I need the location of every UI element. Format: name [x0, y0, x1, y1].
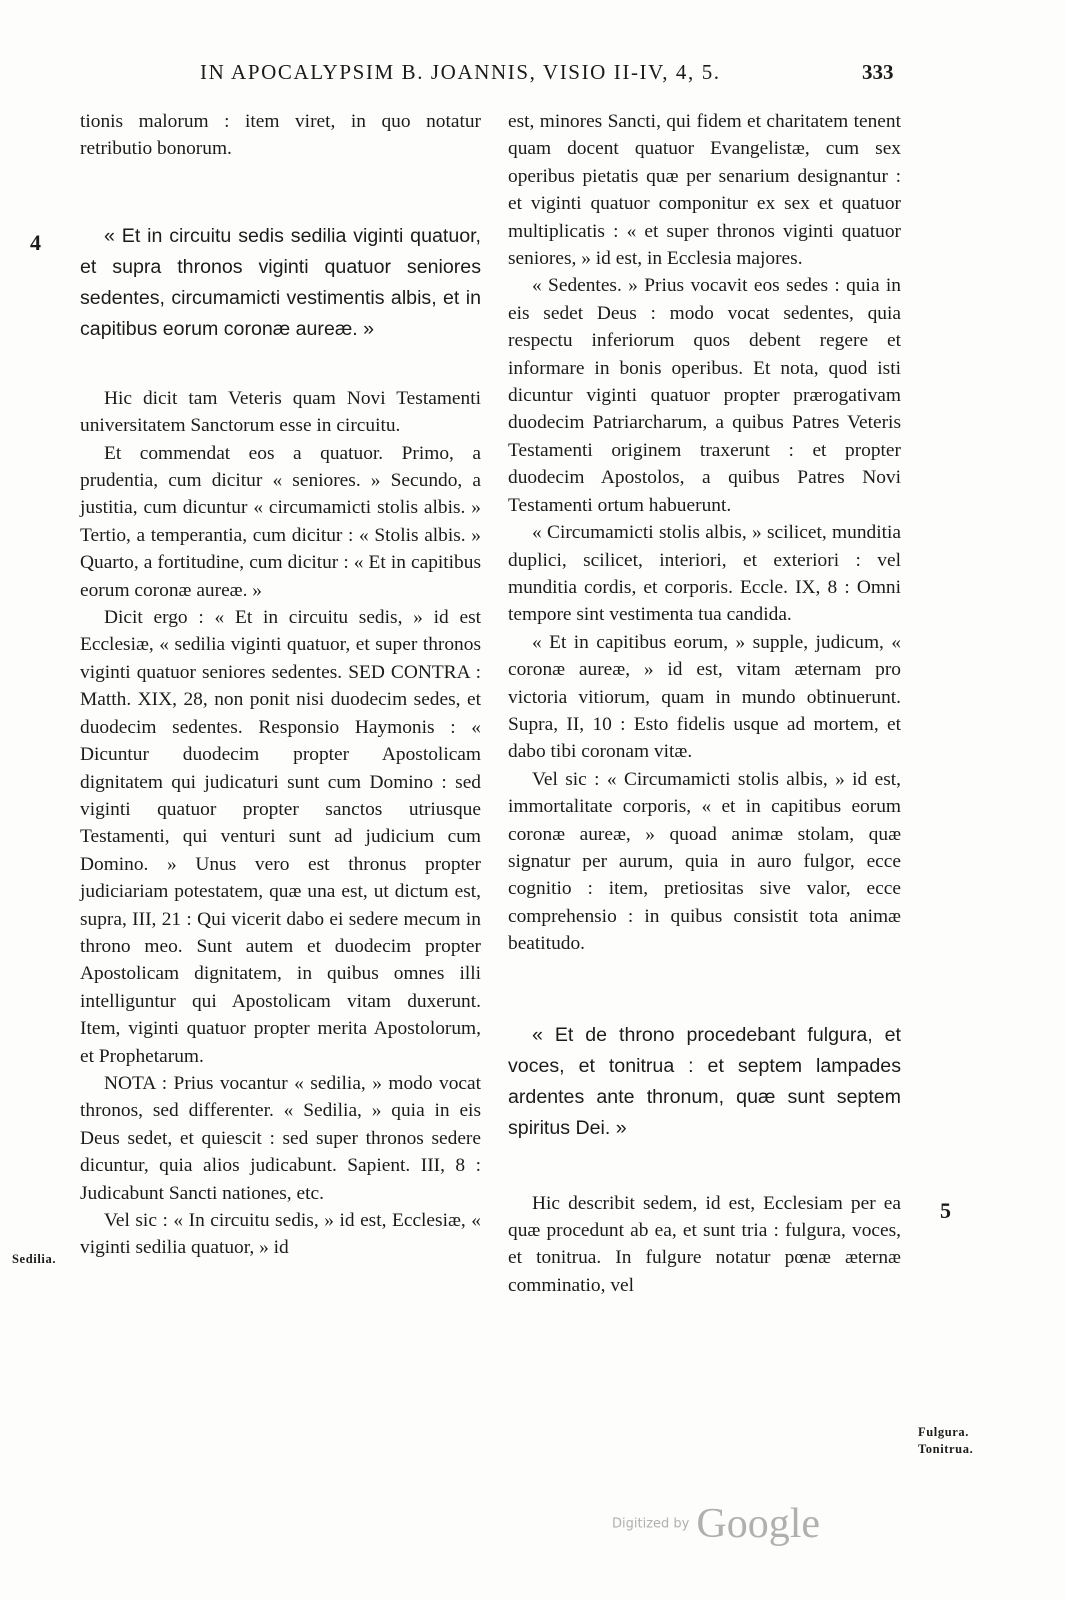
scripture-verse-5: « Et de throno procedebant fulgura, et voces, et tonitrua : et septem lampades ardentes ante thronum, quæ sunt septem spiritus Dei. »: [508, 1023, 901, 1139]
margin-note-tonitrua-label: Tonitrua.: [918, 1442, 974, 1456]
left-column: [80, 108, 481, 1262]
paragraph: « Sedentes. » Prius vocavit eos sedes : quia in eis sedet Deus : modo vocat sedentes, quia respectu inferiorum quos debent regere et informare in bonis operibus. Et nota, quod isti dicuntur viginti quatuor propter prærogativam duodecim Patriarcharum, a quibus Patres Veteris Testamenti originem traxerunt : et propter duodecim Apostolos, a quibus Patres Novi Testamenti ortum habuerunt.: [508, 275, 901, 516]
google-logo: Google: [696, 1501, 821, 1547]
right-column: [508, 108, 901, 1299]
paragraph: « Et in capitibus eorum, » supple, judicum, « coronæ aureæ, » id est, vitam æternam pro victoria vitiorum, quam in mundo obtinuerunt. Supra, II, 10 : Esto fidelis usque ad mortem, et dabo tibi coronam vitæ.: [508, 631, 901, 763]
paragraph: NOTA : Prius vocantur « sedilia, » modo vocat thronos, sed differenter. « Sedilia, » quia in eis Deus sedet, et quiescit : sed super thronos sedere dicuntur, quia alios judicabunt. Sapient. III, 8 : Judicabunt Sancti nationes, etc.: [80, 1072, 481, 1204]
paragraph: Hic dicit tam Veteris quam Novi Testamenti universitatem Sanctorum esse in circuitu.: [80, 387, 481, 437]
paragraph: tionis malorum : item viret, in quo notatur retributio bonorum.: [80, 111, 481, 160]
paragraph: Et commendat eos a quatuor. Primo, a prudentia, cum dicitur « seniores. » Secundo, a justitia, cum dicuntur « circumamicti stolis albis. » Tertio, a temperantia, cum dicitur : « Stolis albis. » Quarto, a fortitudine, cum dicitur : « Et in capitibus eorum coronæ aureæ. »: [80, 442, 481, 601]
digitization-watermark: [612, 1500, 820, 1548]
margin-note-fulgura-label: Fulgura.: [918, 1425, 969, 1439]
running-title: IN APOCALYPSIM B. JOANNIS, VISIO II-IV, 4, 5.: [200, 60, 721, 84]
paragraph: Vel sic : « In circuitu sedis, » id est, Ecclesiæ, « viginti sedilia quatuor, » id: [80, 1210, 481, 1259]
spacer: [80, 163, 481, 221]
paragraph: Hic describit sedem, id est, Ecclesiam per ea quæ procedunt ab ea, et sunt tria : fulgura, voces, et tonitrua. In fulgure notatur pœnæ æternæ comminatio, vel: [508, 1192, 901, 1296]
spacer: [508, 958, 901, 1020]
paragraph: « Circumamicti stolis albis, » scilicet, munditia duplici, scilicet, interiori, et exteriori : vel munditia cordis, et corporis. Eccle. IX, 8 : Omni tempore sint vestimenta tua candida.: [508, 522, 901, 626]
page-number: 333: [862, 60, 894, 84]
margin-note-fulgura: [918, 1424, 973, 1458]
verse-number-4: 4: [30, 230, 41, 255]
paragraph: Dicit ergo : « Et in circuitu sedis, » id est Ecclesiæ, « sedilia viginti quatuor, et super thronos viginti quatuor seniores sedentes. SED CONTRA : Matth. XIX, 28, non ponit nisi duodecim sedes, et duodecim sedentes. Responsio Haymonis : « Dicuntur duodecim propter Apostolicam dignitatem qui judicaturi sunt cum Domino : sed viginti quatuor propter sanctos utriusque Testamenti, qui venturi sunt ad judicium cum Domino. » Unus vero est thronus propter judiciariam potestatem, quæ una est, ut dictum est, supra, III, 21 : Qui vicerit dabo ei sedere mecum in throno meo. Sunt autem et duodecim propter Apostolicam dignitatem, in quibus omnes illi intelliguntur qui Apostolicam vitam duxerunt. Item, viginti quatuor propter merita Apostolorum, et Prophetarum.: [80, 607, 481, 1067]
margin-note-sedilia: Sedilia.: [12, 1252, 57, 1266]
spacer: [508, 1144, 901, 1190]
paragraph: est, minores Sancti, qui fidem et charitatem tenent quam docent quatuor Evangelistæ, cum sex operibus pietatis quæ per senarium designantur : et viginti quatuor componitur ex sex et quatuor multiplicatis : « et super thronos viginti quatuor seniores, » id est, in Ecclesia majores.: [508, 111, 901, 270]
scripture-verse-4: « Et in circuitu sedis sedilia viginti quatuor, et supra thronos viginti quatuor seniores sedentes, circumamicti vestimentis albis, et in capitibus eorum coronæ aureæ. »: [80, 224, 481, 340]
watermark-prefix: Digitized by: [612, 1516, 690, 1532]
spacer: [80, 345, 481, 385]
paragraph: Vel sic : « Circumamicti stolis albis, » id est, immortalitate corporis, « et in capitibus eorum coronæ aureæ, » quoad animæ stolam, quæ signatur per aurum, quia in auro fulgor, ecce cognitio : item, pretiositas sive valor, ecce comprehensio : in quibus consistit tota animæ beatitudo.: [508, 768, 901, 955]
verse-number-5: 5: [940, 1198, 951, 1223]
